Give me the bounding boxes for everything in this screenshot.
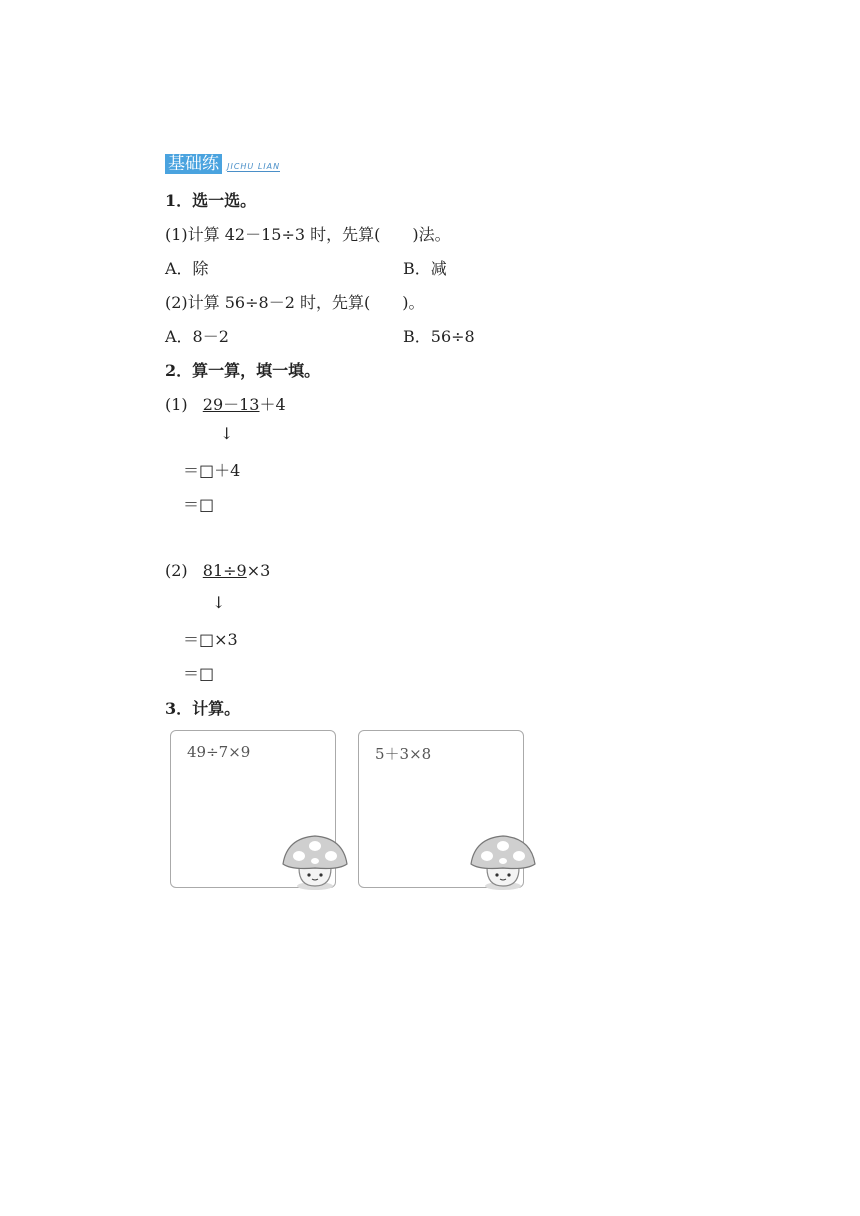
down-arrow-icon: ↓	[220, 424, 234, 443]
q2-part2-expression	[165, 561, 270, 580]
q2-part2-step1: ＝□×3	[183, 630, 238, 649]
calc-box-1-expression: 49÷7×9	[187, 743, 251, 761]
q1-part2-option-a: A．8－2	[165, 327, 229, 346]
q1-part1-option-a: A．除	[165, 259, 209, 278]
q1-part2-text: (2)计算 56÷8－2 时，先算( )。	[165, 293, 425, 312]
q2-part1-step2: ＝□	[183, 495, 215, 514]
q2-part2-rest: ×3	[246, 561, 271, 580]
q2-part2-step2: ＝□	[183, 664, 215, 683]
q3-heading: 3．计算。	[165, 699, 241, 718]
q2-part1-underlined: 29－13	[202, 395, 260, 414]
q1-part2-option-b: B．56÷8	[403, 327, 475, 346]
section-header	[165, 153, 280, 175]
q2-part1-rest: ＋4	[259, 395, 286, 414]
q1-heading: 1．选一选。	[165, 191, 257, 210]
q1-part1-option-b: B．减	[403, 259, 447, 278]
section-header-title: 基础练	[165, 154, 222, 174]
q2-part1-number: (1)	[165, 395, 188, 414]
mushroom-icon	[467, 834, 539, 896]
q2-heading: 2．算一算，填一填。	[165, 361, 321, 380]
q2-part2-underlined: 81÷9	[202, 561, 247, 580]
down-arrow-icon: ↓	[212, 593, 226, 612]
calc-box-2-expression: 5＋3×8	[375, 745, 432, 763]
q1-part1-text: (1)计算 42－15÷3 时，先算( )法。	[165, 225, 451, 244]
q2-part2-number: (2)	[165, 561, 188, 580]
mushroom-icon	[279, 834, 351, 896]
q2-part1-step1: ＝□＋4	[183, 461, 241, 480]
q2-part1-expression	[165, 392, 286, 415]
section-header-subtitle: JICHU LIAN	[227, 162, 281, 171]
